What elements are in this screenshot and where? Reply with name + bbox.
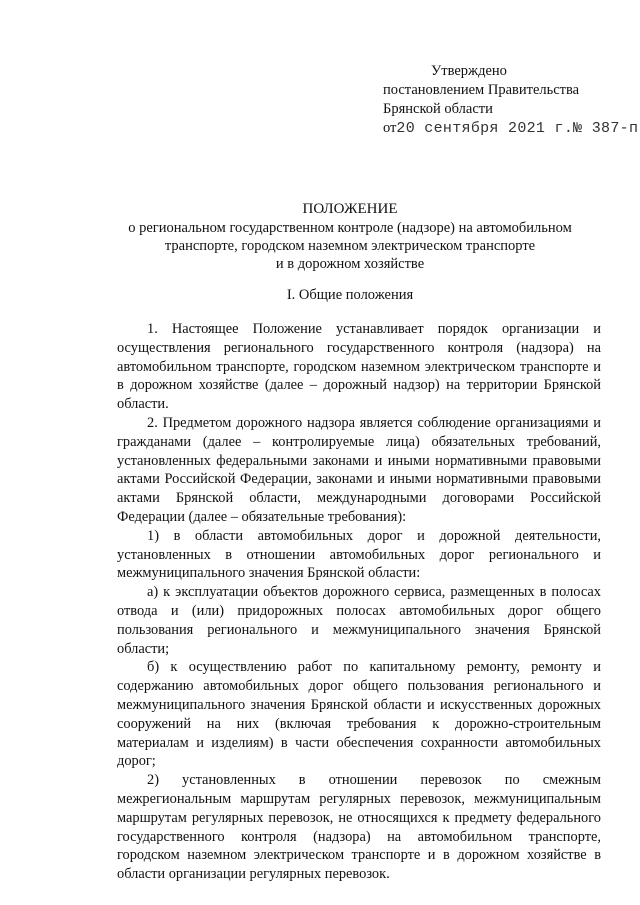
approval-stamp-block [383, 62, 639, 138]
approval-title: Утверждено [431, 63, 507, 79]
document-heading: ПОЛОЖЕНИЕ [302, 201, 398, 217]
paragraph-2-1-a: а) к эксплуатации объектов дорожного сервиса, размещенных в полосах отвода и (или) придорожных полосах автомобильных дорог общего пользования регионального и межмуниципального значения Брянской области; [117, 584, 601, 657]
approval-region: Брянской области [383, 101, 493, 117]
document-subtitle-line-2: транспорте, городском наземном электрическом транспорте [164, 238, 536, 254]
document-body [117, 320, 601, 884]
approval-date-prefix: от [383, 120, 397, 136]
paragraph-2-1-b: б) к осуществлению работ по капитальному ремонту, ремонту и содержанию автомобильных дорог общего пользования регионального и межмуниципального значения Брянской области и искусственных дорожных сооружений на них (включая требования к дорожно-строительным материалам и изделиям) в части обеспечения сохранности автомобильных дорог; [117, 659, 601, 770]
paragraph-2: 2. Предметом дорожного надзора является соблюдение организациями и гражданами (далее – контролируемые лица) обязательных требований, установленных федеральными законами и иными нормативными правовыми актами Российской Федерации, законами и иными нормативными правовыми актами Брянской области, международными договорами Российской Федерации (далее – обязательные требования): [117, 414, 601, 525]
document-subtitle-line-3: и в дорожном хозяйстве [275, 256, 425, 272]
approval-decree: постановлением Правительства [383, 82, 580, 98]
document-title-block [100, 200, 600, 273]
paragraph-2-2: 2) установленных в отношении перевозок по смежным межрегиональным маршрутам регулярных перевозок, межмуниципальным маршрутам регулярных перевозок, не относящихся к предмету федерального государственного контроля (надзора) на автомобильном транспорте, городском наземном электрическом транспорте и в дорожном хозяйстве в области организации регулярных перевозок. [117, 772, 601, 883]
paragraph-2-1: 1) в области автомобильных дорог и дорожной деятельности, установленных в отношении автомобильных дорог регионального и межмуниципального значения Брянской области: [117, 527, 601, 582]
paragraph-1: 1. Настоящее Положение устанавливает порядок организации и осуществления регионального государственного контроля (надзора) на автомобильном транспорте, городском наземном электрическом транспорте и в дорожном хозяйстве (далее – дорожный надзор) на территории Брянской области. [117, 321, 601, 413]
approval-date-line [383, 119, 639, 138]
document-subtitle-line-1: о региональном государственном контроле (надзоре) на автомобильном [128, 220, 572, 236]
section-heading: I. Общие положения [286, 287, 414, 303]
approval-date-typed: 20 сентября 2021 г.№ 387-п [396, 120, 639, 137]
